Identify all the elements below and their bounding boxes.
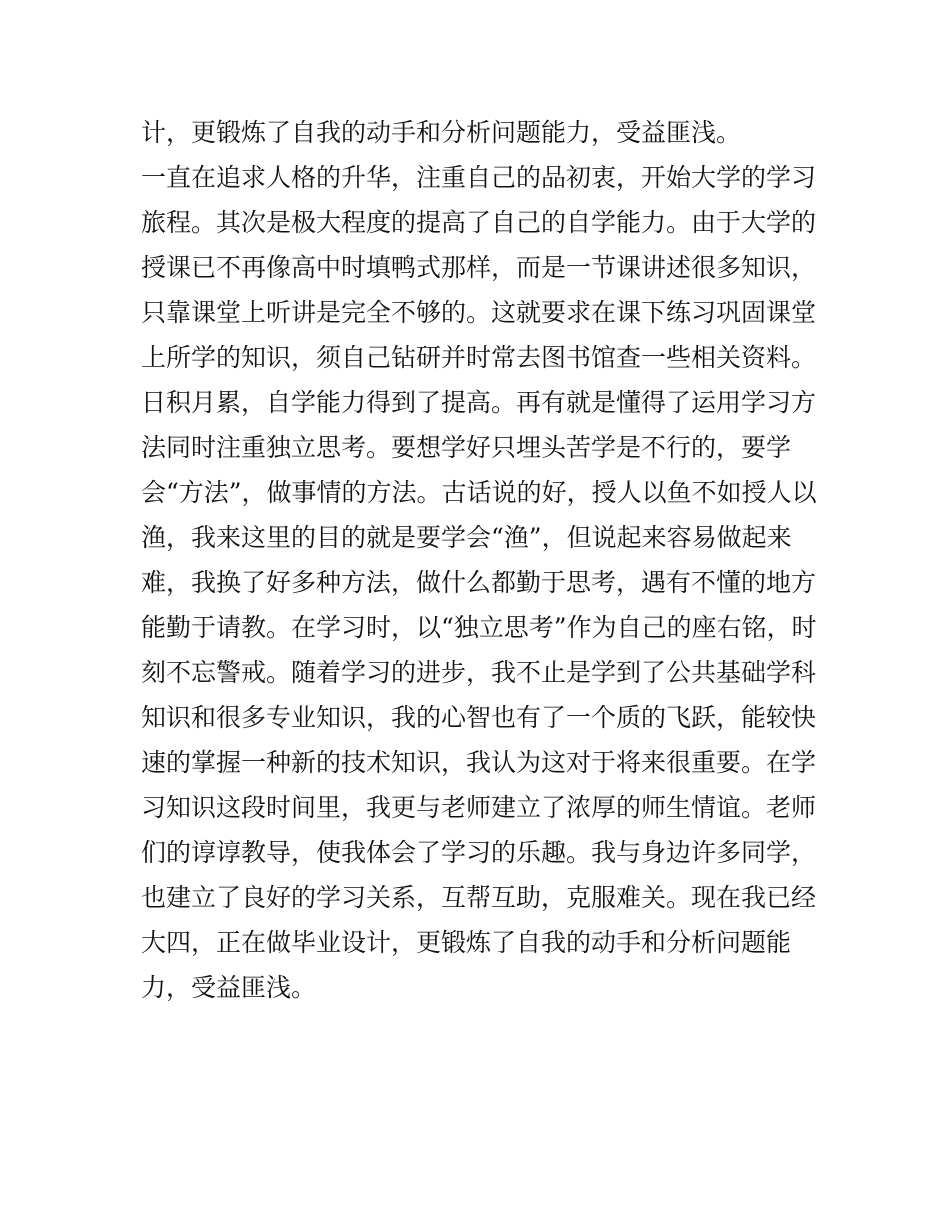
text-line: 上所学的知识，须自己钻研并时常去图书馆查一些相关资料。 bbox=[141, 343, 817, 372]
text-line: 刻不忘警戒。随着学习的进步，我不止是学到了公共基础学科 bbox=[141, 658, 817, 687]
text-line: 授课已不再像高中时填鸭式那样，而是一节课讲述很多知识， bbox=[141, 253, 817, 282]
text-line: 一直在追求人格的升华，注重自己的品初衷，开始大学的学习 bbox=[141, 163, 817, 192]
text-line: 难，我换了好多种方法，做什么都勤于思考，遇有不懂的地方 bbox=[141, 568, 817, 597]
text-line: 计，更锻炼了自我的动手和分析问题能力，受益匪浅。 bbox=[141, 118, 742, 147]
text-line: 渔，我来这里的目的就是要学会“渔”，但说起来容易做起来 bbox=[141, 523, 792, 552]
body-text bbox=[141, 110, 821, 1010]
text-line: 也建立了良好的学习关系，互帮互助，克服难关。现在我已经 bbox=[141, 883, 817, 912]
text-line: 大四，正在做毕业设计，更锻炼了自我的动手和分析问题能 bbox=[141, 928, 792, 957]
text-line: 会“方法”，做事情的方法。古话说的好，授人以鱼不如授人以 bbox=[141, 478, 817, 507]
text-line: 法同时注重独立思考。要想学好只埋头苦学是不行的，要学 bbox=[141, 433, 792, 462]
text-line: 速的掌握一种新的技术知识，我认为这对于将来很重要。在学 bbox=[141, 748, 817, 777]
text-line: 旅程。其次是极大程度的提高了自己的自学能力。由于大学的 bbox=[141, 208, 817, 237]
text-line: 们的谆谆教导，使我体会了学习的乐趣。我与身边许多同学， bbox=[141, 838, 817, 867]
text-line: 习知识这段时间里，我更与老师建立了浓厚的师生情谊。老师 bbox=[141, 793, 817, 822]
text-line: 能勤于请教。在学习时，以“独立思考”作为自己的座右铭，时 bbox=[141, 613, 817, 642]
text-line: 日积月累，自学能力得到了提高。再有就是懂得了运用学习方 bbox=[141, 388, 817, 417]
text-line: 只靠课堂上听讲是完全不够的。这就要求在课下练习巩固课堂 bbox=[141, 298, 817, 327]
text-line: 力，受益匪浅。 bbox=[141, 973, 317, 1002]
text-line: 知识和很多专业知识，我的心智也有了一个质的飞跃，能较快 bbox=[141, 703, 817, 732]
